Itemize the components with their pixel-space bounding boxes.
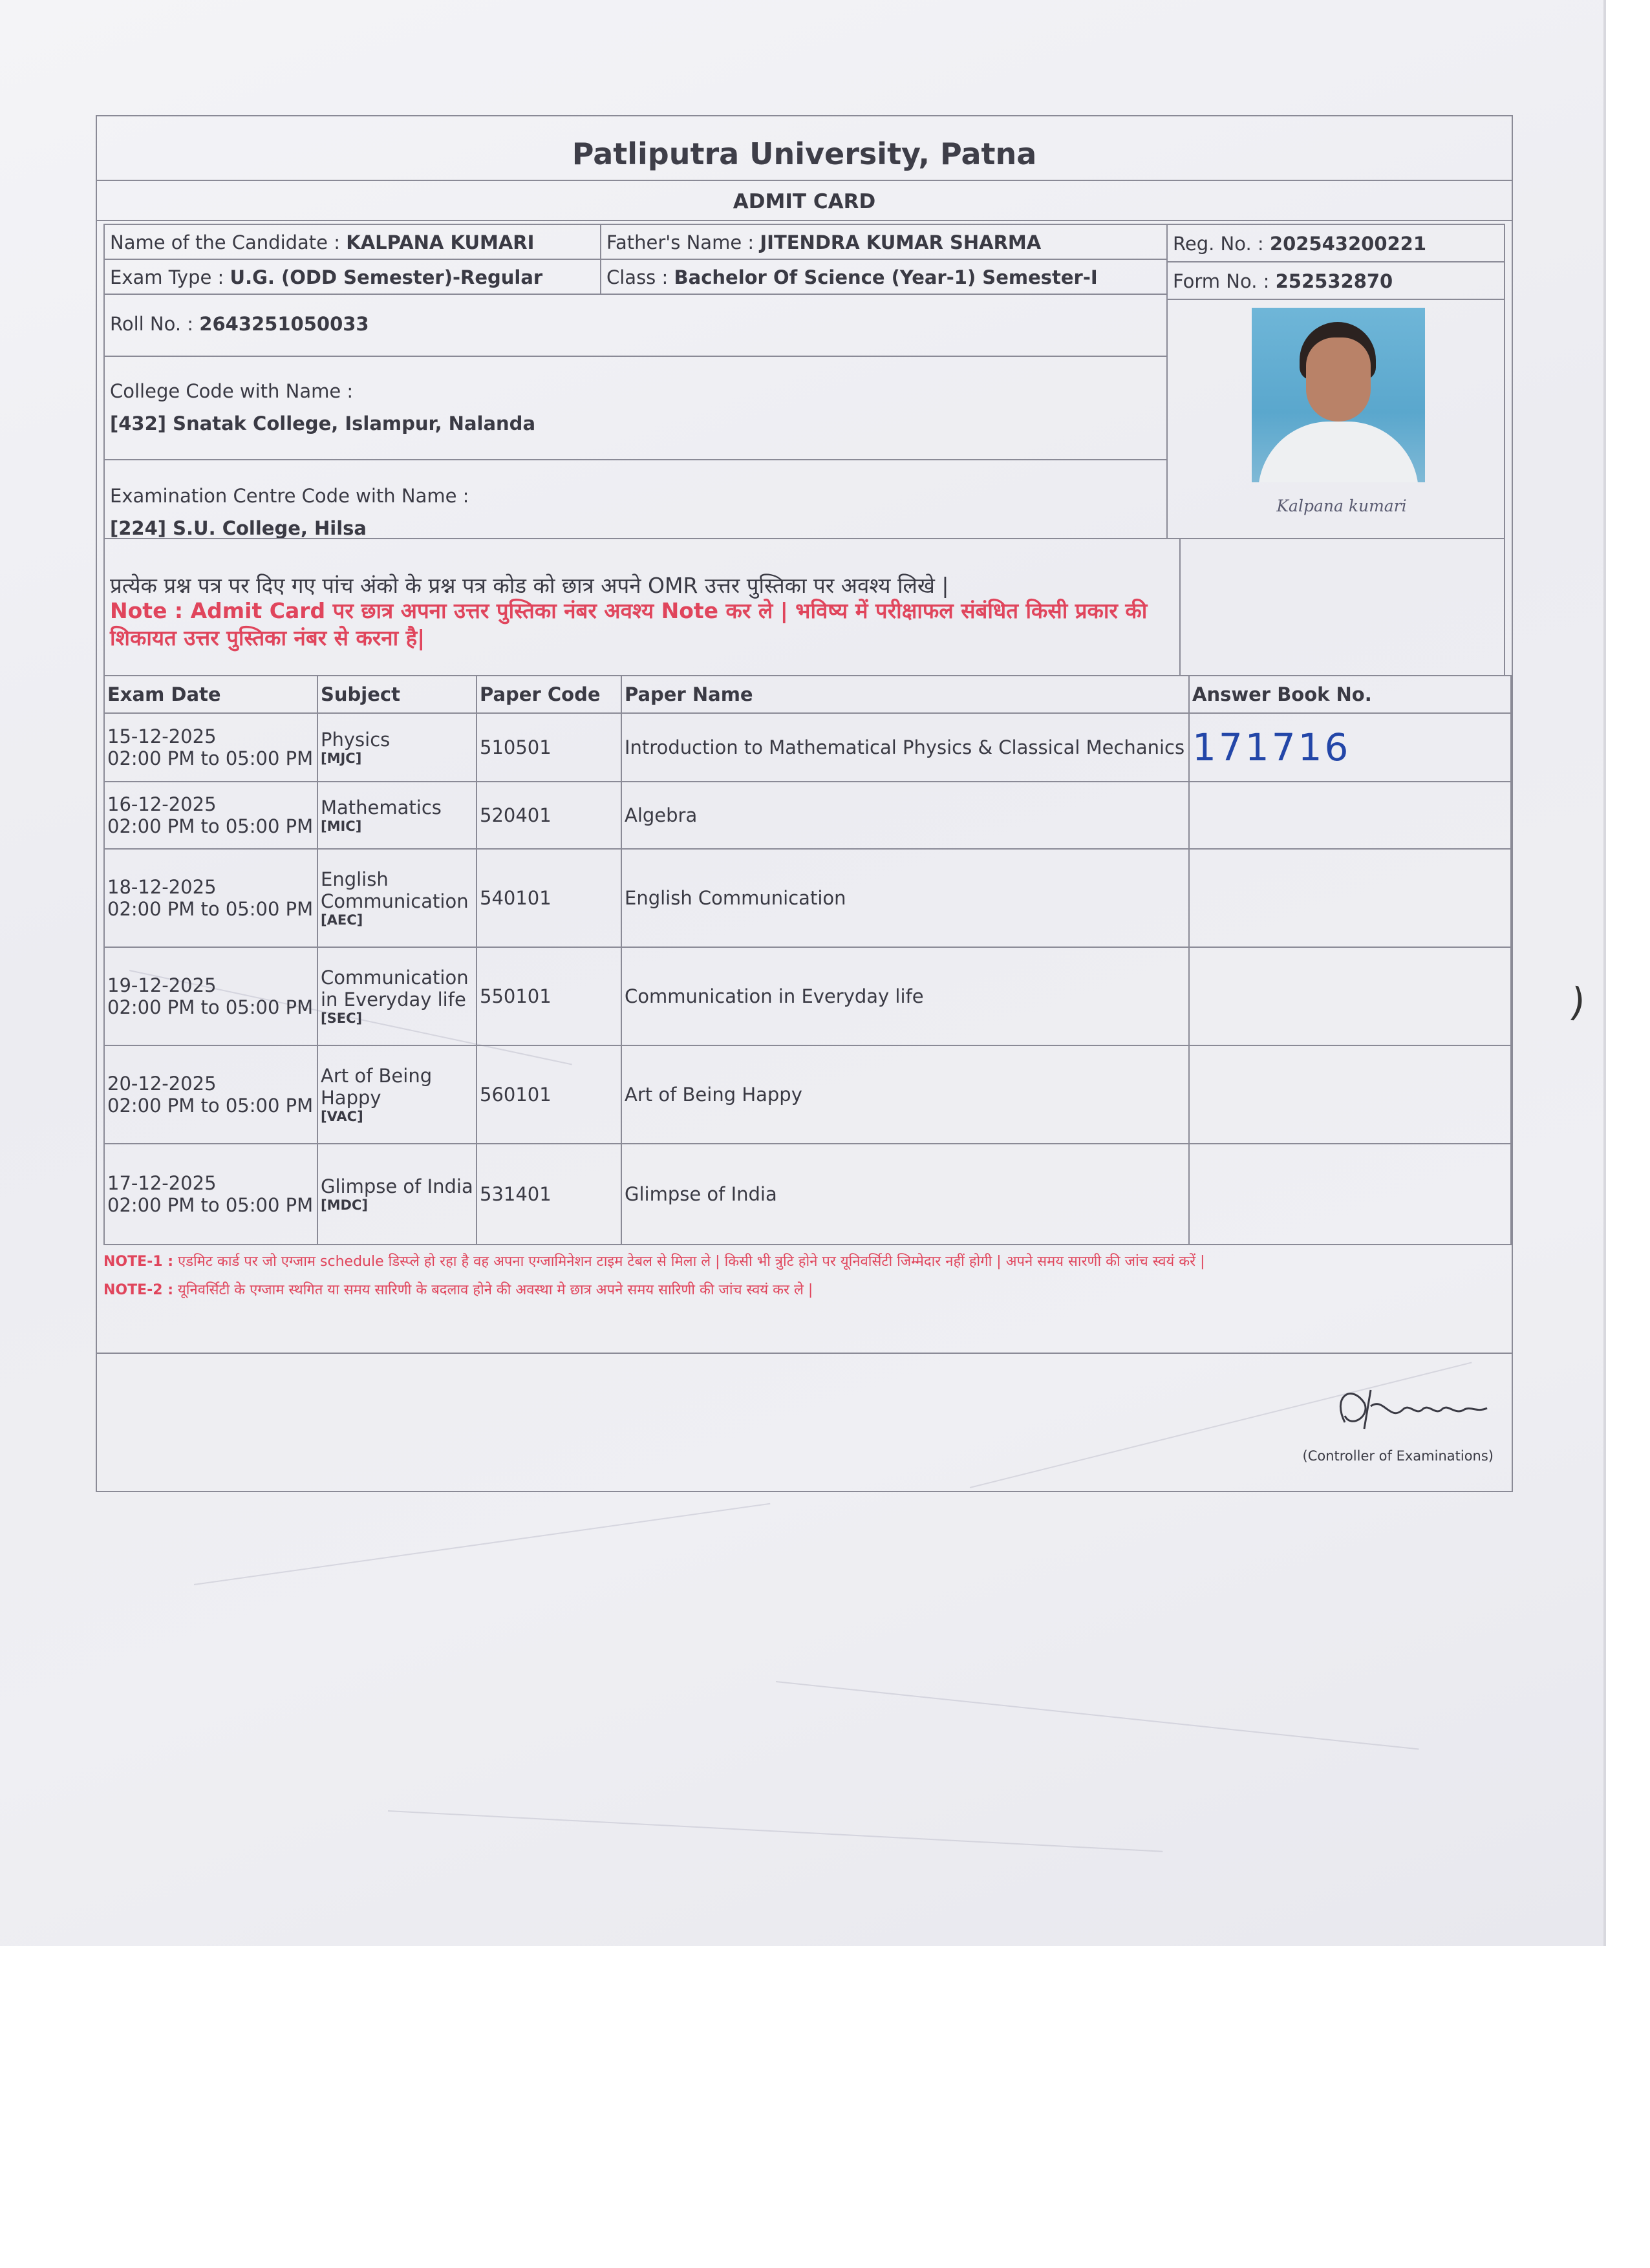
controller-signature	[1325, 1371, 1494, 1442]
instruction-side-cell	[1179, 538, 1505, 676]
reg-no: 202543200221	[1269, 233, 1427, 255]
form-no: 252532870	[1275, 270, 1393, 292]
exam-date-cell: 17-12-2025 02:00 PM to 05:00 PM	[104, 1144, 317, 1245]
college-name: [432] Snatak College, Islampur, Nalanda	[110, 412, 536, 434]
admit-card-heading: ADMIT CARD	[733, 190, 876, 213]
answer-book-cell	[1189, 849, 1511, 947]
answer-book-cell	[1189, 782, 1511, 849]
table-row	[104, 947, 1511, 1045]
college-label: College Code with Name :	[110, 380, 354, 402]
paper-code-cell: 540101	[477, 849, 621, 947]
col-paper-name: Paper Name	[621, 676, 1189, 713]
table-header-row	[104, 676, 1511, 713]
answer-book-cell	[1189, 947, 1511, 1045]
exam-type-cell: Exam Type : U.G. (ODD Semester)-Regular	[103, 259, 601, 295]
exam-date-cell: 16-12-2025 02:00 PM to 05:00 PM	[104, 782, 317, 849]
subject-cell: Physics [MJC]	[317, 713, 477, 782]
col-exam-date: Exam Date	[104, 676, 317, 713]
note-1: NOTE-1 : एडमिट कार्ड पर जो एग्जाम schedule डिस्प्ले हो रहा है वह अपना एग्जामिनेशन टाइम टेबल से मिला ले | किसी भी त्रुटि होने पर यूनिवर्सिटी जिम्मेदार नहीं होगी | अपने समय सारणी की जांच स्वयं करें |	[103, 1254, 1205, 1270]
subject-cell: Mathematics [MIC]	[317, 782, 477, 849]
answer-book-cell	[1189, 1045, 1511, 1144]
candidate-signature: Kalpana kumari	[1276, 497, 1407, 515]
subject-cell: Communication in Everyday life [SEC]	[317, 947, 477, 1045]
roll-no: 2643251050033	[199, 313, 369, 335]
exam-date-cell: 18-12-2025 02:00 PM to 05:00 PM	[104, 849, 317, 947]
admit-card-note: Note : Admit Card पर छात्र अपना उत्तर पुस्तिका नंबर अवश्य Note कर ले | भविष्य में परीक्षाफल संबंधित किसी प्रकार की शिकायत उत्तर पुस्तिका नंबर से करना है|	[110, 598, 1148, 650]
paper-name-cell: Art of Being Happy	[621, 1045, 1189, 1144]
controller-label: (Controller of Examinations)	[1302, 1448, 1494, 1464]
footer-notes	[103, 1248, 1500, 1305]
paper-name-cell: Algebra	[621, 782, 1189, 849]
candidate-photo	[1252, 308, 1425, 482]
table-row	[104, 1045, 1511, 1144]
paper-code-cell: 560101	[477, 1045, 621, 1144]
university-title: Patliputra University, Patna	[572, 136, 1037, 171]
exam-schedule-table	[103, 675, 1512, 1245]
paper-name-cell: Introduction to Mathematical Physics & Classical Mechanics	[621, 713, 1189, 782]
paper-name-cell: Glimpse of India	[621, 1144, 1189, 1245]
candidate-name: KALPANA KUMARI	[346, 231, 535, 253]
answer-book-cell	[1189, 1144, 1511, 1245]
class-value: Bachelor Of Science (Year-1) Semester-I	[674, 266, 1098, 288]
exam-date-cell: 15-12-2025 02:00 PM to 05:00 PM	[104, 713, 317, 782]
paper-code-cell: 510501	[477, 713, 621, 782]
answer-book-cell	[1189, 713, 1511, 782]
centre-name: [224] S.U. College, Hilsa	[110, 517, 367, 539]
answer-book-number: 171716	[1192, 725, 1351, 769]
paper-code-cell: 550101	[477, 947, 621, 1045]
subject-cell: English Communication [AEC]	[317, 849, 477, 947]
table-row	[104, 782, 1511, 849]
class-cell: Class : Bachelor Of Science (Year-1) Semester-I	[600, 259, 1168, 295]
table-row	[104, 713, 1511, 782]
col-subject: Subject	[317, 676, 477, 713]
exam-date-cell: 19-12-2025 02:00 PM to 05:00 PM	[104, 947, 317, 1045]
paper-name-cell: English Communication	[621, 849, 1189, 947]
paper-code-cell: 520401	[477, 782, 621, 849]
subject-cell: Glimpse of India [MDC]	[317, 1144, 477, 1245]
paper-name-cell: Communication in Everyday life	[621, 947, 1189, 1045]
omr-instruction: प्रत्येक प्रश्न पत्र पर दिए गए पांच अंको के प्रश्न पत्र कोड को छात्र अपने OMR उत्तर पुस्तिका पर अवश्य लिखे |	[110, 573, 949, 598]
exam-type: U.G. (ODD Semester)-Regular	[230, 266, 543, 288]
col-paper-code: Paper Code	[477, 676, 621, 713]
paper-code-cell: 531401	[477, 1144, 621, 1245]
subject-cell: Art of Being Happy [VAC]	[317, 1045, 477, 1144]
centre-label: Examination Centre Code with Name :	[110, 485, 469, 507]
form-no-cell: Form No. : 252532870	[1166, 261, 1505, 300]
candidate-details-block: Roll No. : 2643251050033 College Code with Name : [432] Snatak College, Islampur, Nalanda Examination Centre Code with Name : [224] S.U. College, Hilsa	[103, 294, 1168, 539]
admit-card-frame	[96, 115, 1589, 1492]
father-name-cell: Father's Name : JITENDRA KUMAR SHARMA	[600, 224, 1168, 260]
note-2: NOTE-2 : यूनिवर्सिटी के एग्जाम स्थगित या समय सारिणी के बदलाव होने की अवस्था मे छात्र अपने समय सारिणी की जांच स्वयं कर ले |	[103, 1282, 813, 1298]
father-name: JITENDRA KUMAR SHARMA	[760, 231, 1042, 253]
col-answer-book: Answer Book No.	[1189, 676, 1511, 713]
table-row	[104, 1144, 1511, 1245]
exam-date-cell: 20-12-2025 02:00 PM to 05:00 PM	[104, 1045, 317, 1144]
candidate-name-cell: Name of the Candidate : KALPANA KUMARI	[103, 224, 601, 260]
reg-no-cell: Reg. No. : 202543200221	[1166, 224, 1505, 262]
hand-mark: )	[1567, 979, 1589, 1027]
table-row	[104, 849, 1511, 947]
